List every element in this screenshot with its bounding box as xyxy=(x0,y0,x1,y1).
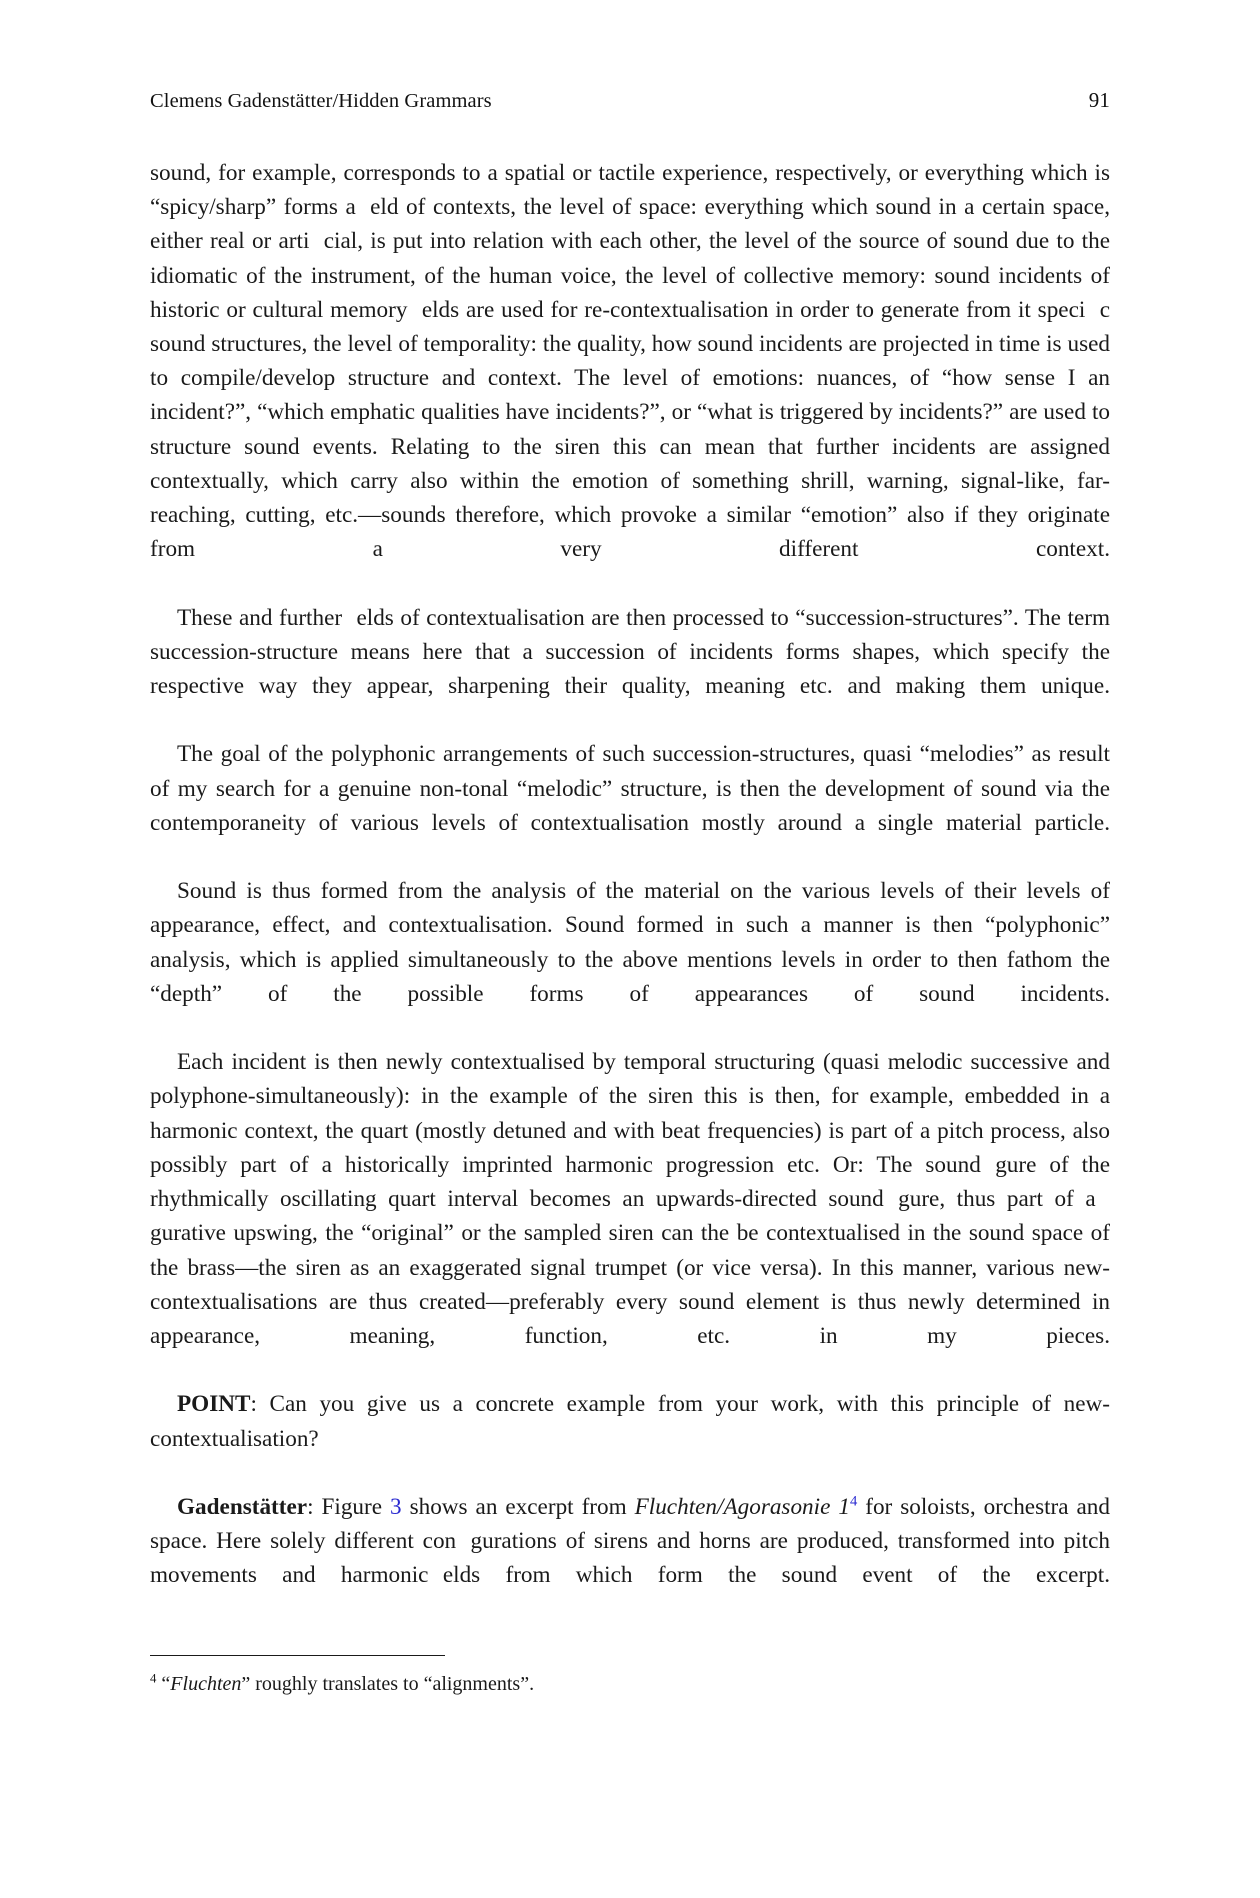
paragraph-text-run: Each incident is then newly contextualised by temporal structuring (quasi melodic successive and polyphone-simultaneously): in the example of the siren this is then, for example, embedded in a harmonic context, the quart (mostly detuned and with beat frequencies) is part of a pitch process, also possibly part of a historically imprinted harmonic progression etc. Or: The sound xyxy=(150,1049,1110,1178)
para-point-question xyxy=(150,1387,1110,1490)
para-sound-formed xyxy=(150,874,1110,1045)
paragraph-text-run: These and further xyxy=(177,604,343,631)
speaker-label: POINT xyxy=(177,1391,251,1418)
paragraph-text-run: : Figure xyxy=(307,1493,391,1520)
para-each-incident xyxy=(150,1045,1110,1387)
paragraph-text-run: sound, for example, corresponds to a spatial or tactile experience, respectively, or everything which is “spicy/sharp” forms a xyxy=(150,160,1110,221)
figure-cross-reference-link[interactable]: 3 xyxy=(390,1493,402,1520)
footnote-term-italic: Fluchten xyxy=(170,1673,242,1695)
paragraph-text-run: elds of contextualisation are then processed to “succession-structures”. The term succession-structure means here that a succession of incidents forms shapes, which specify the respective way they appear, sharpening their quality, meaning etc. and making them unique. xyxy=(150,604,1110,700)
paragraph-text-run: cial, is put into relation with each other, the level of the source of sound due to the idiomatic of the instrument, of the human voice, the level of collective memory: sound incidents of historic or cultural memory xyxy=(150,228,1110,323)
paragraph-text-run: gure, thus part of a xyxy=(898,1186,1096,1213)
paragraph-text-run: gurative upswing, the “original” or the sampled siren can the be contextualised in the sound space of the brass—the siren as an exaggerated signal trumpet (or vice versa). In this manner, various new-contextualisations are thus created—preferably every sound element is thus newly determined in appearance, meaning, function, etc. in my pieces. xyxy=(150,1220,1110,1349)
speaker-label: Gadenstätter xyxy=(177,1493,308,1520)
footnote-4 xyxy=(150,1670,1110,1698)
footnote-number: 4 xyxy=(150,1671,157,1686)
running-header xyxy=(150,88,1110,113)
paragraph-text-run: The goal of the polyphonic arrangements of such succession-structures, quasi “melodies” as result of my search for a genuine non-tonal “melodic” structure, is then the development of sound via the contemporaneity of various levels of contextualisation mostly around a single material particle. xyxy=(150,741,1110,836)
para-sound-levels xyxy=(150,156,1110,601)
para-succession-structures xyxy=(150,601,1110,738)
footnote-text-run: “ xyxy=(161,1673,171,1695)
para-polyphonic-goal xyxy=(150,737,1110,874)
paragraph-text-run: gurations of sirens and horns are produced, transformed into pitch movements and harmonic xyxy=(150,1528,1110,1589)
paragraph-text-run: : Can you give us a concrete example from your work, with this principle of new-contextualisation? xyxy=(150,1391,1110,1452)
page-number: 91 xyxy=(1088,88,1110,112)
paragraph-text-run: gure of the rhythmically oscillating quart interval becomes an upwards-directed sound xyxy=(150,1151,1111,1213)
footnote-separator-rule xyxy=(150,1655,445,1656)
paragraph-text-run: Sound is thus formed from the analysis of the material on the various levels of their levels of appearance, effect, and contextualisation. Sound formed in such a manner is then “polyphonic” analysis, which is applied simultaneously to the above mentions levels in order to then fathom the “depth” of the possible forms of appearances of sound incidents. xyxy=(150,878,1110,1007)
body-text-block xyxy=(150,156,1110,1627)
running-header-title: Clemens Gadenstätter/Hidden Grammars xyxy=(150,90,492,112)
paragraph-text-run: eld of contexts, the level of space: everything which sound in a certain space, either real or arti xyxy=(150,194,1110,255)
footnote-area xyxy=(150,1655,1110,1698)
footnote-reference-marker[interactable]: 4 xyxy=(849,1493,858,1510)
paragraph-text-run: shows an excerpt from xyxy=(401,1493,635,1520)
paragraph-text-run: elds from which form the sound event of the excerpt. xyxy=(442,1562,1110,1589)
footnote-text-run: ” roughly translates to “alignments”. xyxy=(241,1673,535,1695)
work-title-italic: Fluchten/Agorasonie 1 xyxy=(634,1493,850,1520)
paragraph-text-run: c sound structures, the level of temporality: the quality, how sound incidents are projected in time is used to compile/develop structure and context. The level of emotions: nuances, of “how sense I an incident?”, “which emphatic qualities have incidents?”, or “what is triggered by incidents?” are used to structure sound events. Relating to the siren this can mean that further incidents are assigned contextually, which carry also within the emotion of something shrill, warning, signal-like, far-reaching, cutting, etc.—sounds therefore, which provoke a similar “emotion” also if they originate from a very different context. xyxy=(150,296,1110,563)
paragraph-text-run: for soloists, orchestra and space. Here solely different con xyxy=(150,1493,1110,1555)
paragraph-text-run: elds are used for re-contextualisation in order to generate from it speci xyxy=(421,296,1086,323)
para-gadenstatter-answer xyxy=(150,1490,1110,1627)
